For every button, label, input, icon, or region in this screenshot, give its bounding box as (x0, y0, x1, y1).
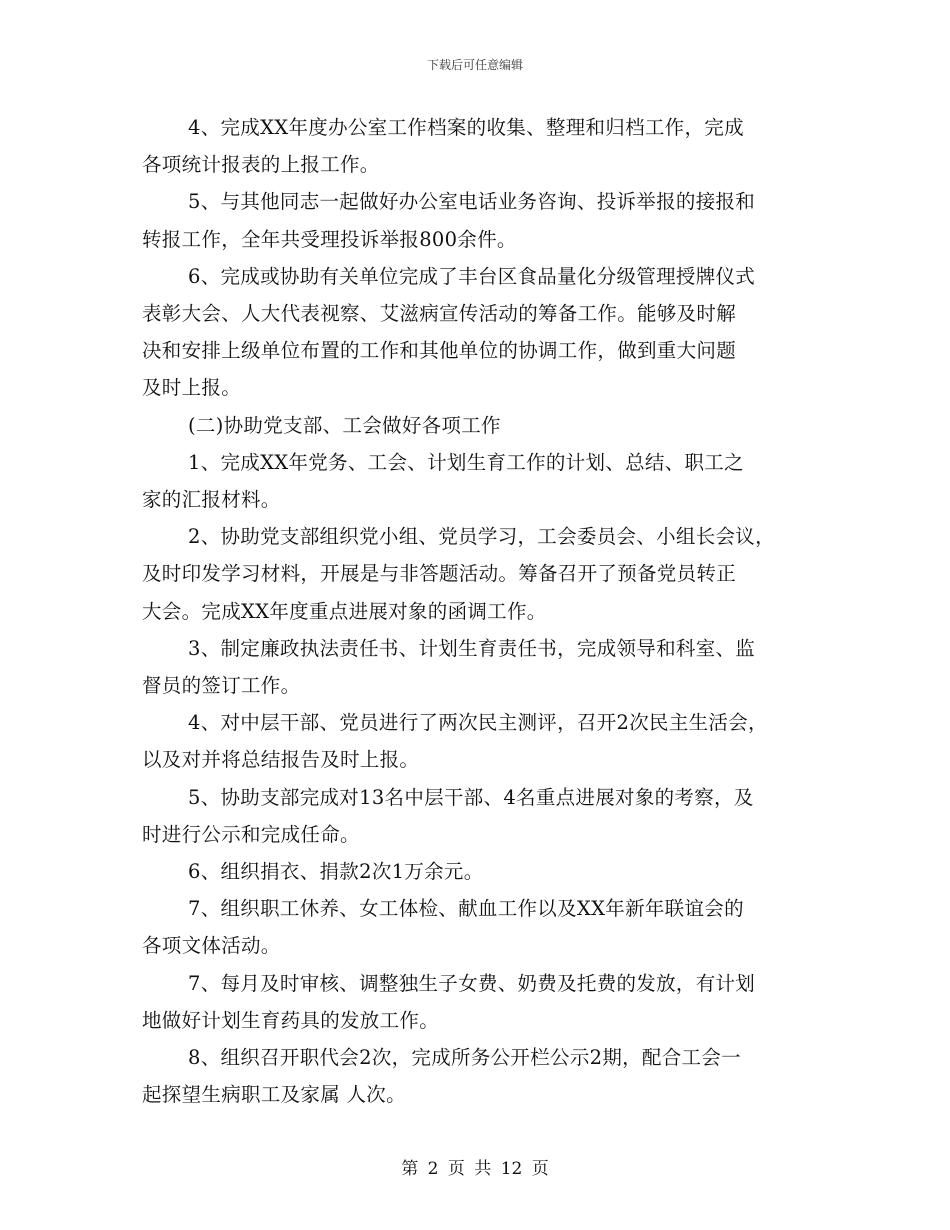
text-line: 家的汇报材料。 (142, 488, 281, 511)
text-line: 大会。完成XX年度重点进展对象的函调工作。 (142, 599, 547, 623)
text-line: 6、完成或协助有关单位完成了丰台区食品量化分级管理授牌仪式 (188, 264, 756, 288)
section-heading: (二)协助党支部、工会做好各项工作 (188, 413, 501, 437)
text-line: 8、组织召开职代会2次，完成所务公开栏公示2期，配合工会一 (188, 1046, 741, 1069)
text-line: 以及对并将总结报告及时上报。 (142, 748, 420, 772)
page-footer: 第 2 页 共 12 页 (401, 1159, 549, 1179)
text-line: 1、完成XX年党务、工会、计划生育工作的计划、总结、职工之 (188, 450, 744, 474)
text-line: 5、协助支部完成对13名中层干部、4名重点进展对象的考察，及 (188, 785, 754, 809)
text-line: 起探望生病职工及家属 人次。 (142, 1083, 406, 1107)
text-line: 及时印发学习材料，开展是与非答题活动。筹备召开了预备党员转正 (142, 562, 737, 586)
text-line: 决和安排上级单位布置的工作和其他单位的协调工作，做到重大问题 (142, 339, 737, 363)
text-line: 6、组织捐衣、捐款2次1万余元。 (188, 860, 484, 883)
text-line: 各项统计报表的上报工作。 (142, 153, 380, 177)
text-line: 2、协助党支部组织党小组、党员学习，工会委员会、小组长会议， (188, 525, 775, 549)
text-line: 地做好计划生育药具的发放工作。 (142, 1008, 440, 1032)
text-line: 5、与其他同志一起做好办公室电话业务咨询、投诉举报的接报和 (188, 190, 756, 214)
text-line: 3、制定廉政执法责任书、计划生育责任书，完成领导和科室、监 (188, 636, 756, 660)
page-header: 下载后可任意编辑 (426, 58, 523, 72)
text-line: 时进行公示和完成任命。 (142, 822, 360, 846)
text-line: 表彰大会、人大代表视察、艾滋病宣传活动的筹备工作。能够及时解 (142, 302, 737, 325)
text-line: 及时上报。 (142, 376, 242, 400)
text-line: 转报工作，全年共受理投诉举报800余件。 (142, 227, 517, 251)
text-line: 7、每月及时审核、调整独生子女费、奶费及托费的发放，有计划 (188, 971, 756, 995)
text-line: 4、对中层干部、党员进行了两次民主测评，召开2次民主生活会， (188, 711, 768, 735)
text-line: 各项文体活动。 (142, 934, 281, 958)
text-line: 4、完成XX年度办公室工作档案的收集、整理和归档工作，完成 (188, 116, 744, 139)
text-line: 督员的签订工作。 (142, 674, 301, 697)
text-line: 7、组织职工休养、女工体检、献血工作以及XX年新年联谊会的 (188, 897, 744, 921)
